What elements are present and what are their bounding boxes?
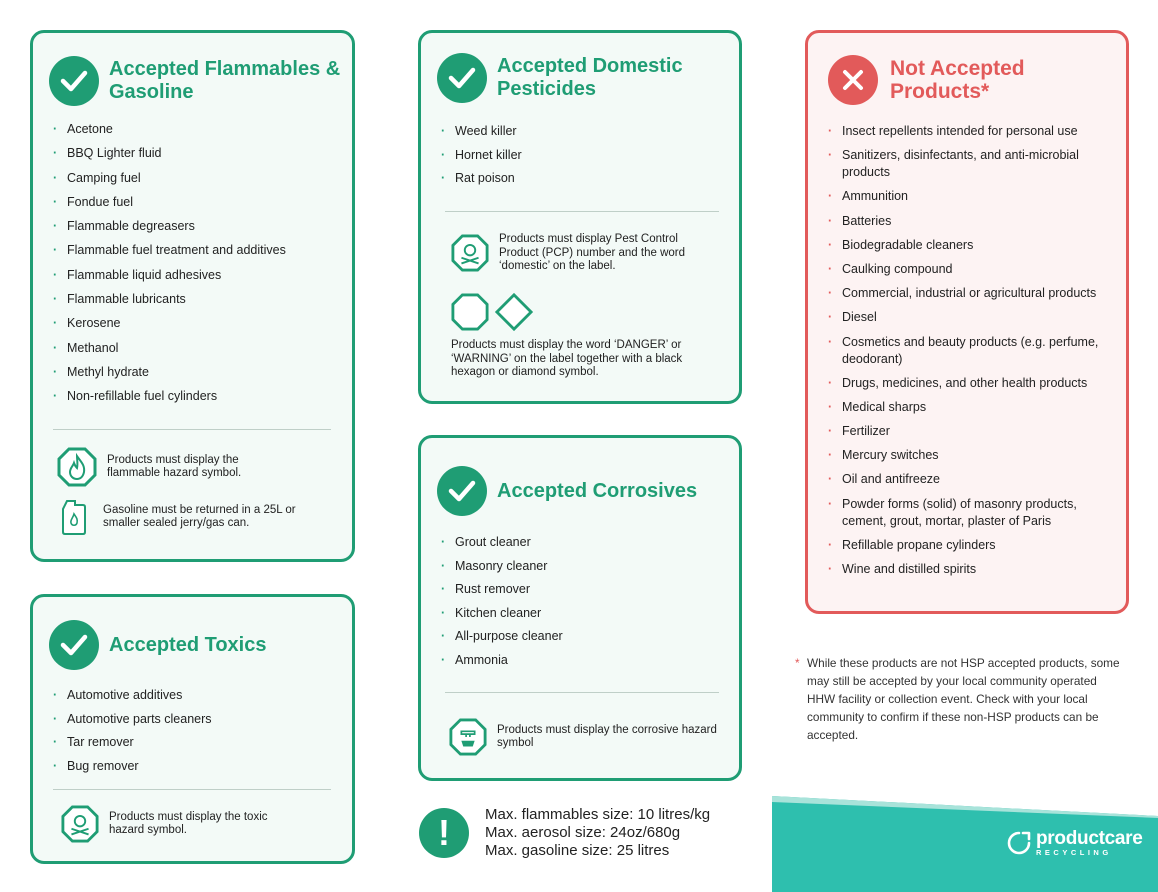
max-gasoline: Max. gasoline size: 25 litres: [485, 842, 670, 859]
danger-symbols: [451, 293, 533, 331]
toxics-list: [53, 687, 212, 781]
not-accepted-header: [828, 55, 1070, 105]
checkmark-icon: [437, 53, 487, 103]
pesticides-list: [441, 123, 522, 194]
divider: [445, 692, 719, 693]
not-accepted-title: Not Accepted Products*: [890, 57, 1025, 103]
corrosives-card: [418, 435, 742, 781]
max-sizes: [419, 806, 710, 860]
corrosives-title: Accepted Corrosives: [497, 479, 698, 502]
list-item: · Drugs, medicines, and other health products: [828, 375, 1118, 392]
list-item: · Commercial, industrial or agricultural products: [828, 285, 1118, 302]
list-item: · Flammable degreasers: [53, 218, 286, 235]
list-item: · Caulking compound: [828, 261, 1118, 278]
list-item: · Masonry cleaner: [441, 558, 563, 575]
exclamation-icon: !: [419, 808, 469, 858]
list-item: · Refillable propane cylinders: [828, 537, 1118, 554]
flammables-card: [30, 30, 355, 562]
list-item: · Medical sharps: [828, 399, 1118, 416]
corrosive-note-text: Products must display the corrosive hazard symbol: [497, 723, 717, 749]
pcp-note-text: Products must display Pest Control Product (PCP) number and the word ‘domestic’ on the label.: [499, 233, 686, 272]
list-item: · Grout cleaner: [441, 534, 563, 551]
list-item: · Sanitizers, disinfectants, and anti-microbial products: [828, 147, 1118, 181]
footnote-star: *: [795, 656, 800, 670]
pesticides-header: [437, 53, 717, 103]
corrosive-hazard-icon: [449, 718, 487, 756]
flammable-note-text: Products must display the flammable hazard symbol.: [107, 453, 242, 479]
list-item: · Kitchen cleaner: [441, 605, 563, 622]
x-circle-icon: [828, 55, 878, 105]
list-item: · All-purpose cleaner: [441, 628, 563, 645]
pesticide-hazard-icon: [451, 234, 489, 272]
toxics-title: Accepted Toxics: [109, 633, 267, 656]
pcp-note: [451, 233, 731, 274]
checkmark-icon: [49, 56, 99, 106]
list-item: · Automotive parts cleaners: [53, 711, 212, 728]
gasoline-note-text: Gasoline must be returned in a 25L or smaller sealed jerry/gas can.: [103, 503, 296, 529]
recycle-loop-icon: [1006, 830, 1032, 856]
gasoline-note: [61, 499, 341, 535]
list-item: · Powder forms (solid) of masonry products, cement, grout, mortar, plaster of Paris: [828, 496, 1118, 530]
brand-sub: RECYCLING: [1036, 848, 1112, 857]
list-item: · Wine and distilled spirits: [828, 561, 1118, 578]
max-aerosol: Max. aerosol size: 24oz/680g: [485, 824, 681, 841]
footnote: [795, 654, 1125, 744]
list-item: · Kerosene: [53, 315, 286, 332]
flammables-title: Accepted Flammables & Gasoline: [109, 58, 341, 103]
list-item: · Tar remover: [53, 734, 212, 751]
list-item: · Cosmetics and beauty products (e.g. perfume, deodorant): [828, 334, 1118, 368]
flammables-list: [53, 121, 286, 413]
list-item: · Flammable fuel treatment and additives: [53, 242, 286, 259]
list-item: · Methyl hydrate: [53, 364, 286, 381]
list-item: · Flammable lubricants: [53, 291, 286, 308]
footnote-text: While these products are not HSP accepted products, some may still be accepted by your local community operated HHW facility or collection event. Check with your local community to confirm if these non-HSP products can be accepted.: [807, 656, 1120, 742]
toxics-card: [30, 594, 355, 864]
list-item: · Methanol: [53, 340, 286, 357]
list-item: · Acetone: [53, 121, 286, 138]
list-item: · Batteries: [828, 213, 1118, 230]
toxic-note-text: Products must display the toxic hazard symbol.: [109, 810, 268, 836]
divider: [53, 789, 331, 790]
toxic-hazard-icon: [61, 805, 99, 843]
hexagon-icon: [451, 293, 489, 331]
diamond-icon: [495, 293, 533, 331]
list-item: · Flammable liquid adhesives: [53, 267, 286, 284]
not-accepted-list: [828, 123, 1118, 585]
list-item: · Mercury switches: [828, 447, 1118, 464]
list-item: · Bug remover: [53, 758, 212, 775]
list-item: · Ammonia: [441, 652, 563, 669]
list-item: · Rat poison: [441, 170, 522, 187]
toxics-header: [49, 620, 266, 670]
list-item: · Weed killer: [441, 123, 522, 140]
flammable-symbol-note: [57, 447, 337, 487]
list-item: · Fertilizer: [828, 423, 1118, 440]
list-item: · BBQ Lighter fluid: [53, 145, 286, 162]
max-sizes-lines: [485, 806, 710, 860]
divider: [53, 429, 331, 430]
checkmark-icon: [437, 466, 487, 516]
list-item: · Automotive additives: [53, 687, 212, 704]
corrosives-list: [441, 534, 563, 675]
list-item: · Diesel: [828, 309, 1118, 326]
list-item: · Ammunition: [828, 188, 1118, 205]
corrosives-header: [437, 466, 697, 516]
not-accepted-card: [805, 30, 1129, 614]
toxic-symbol-note: [61, 805, 341, 843]
pesticides-title: Accepted Domestic Pesticides: [497, 55, 683, 100]
danger-note-text: Products must display the word ‘DANGER’ or ‘WARNING’ on the label together with a black hexagon or diamond symbol.: [451, 339, 683, 378]
checkmark-icon: [49, 620, 99, 670]
flammable-hazard-icon: [57, 447, 97, 487]
list-item: · Fondue fuel: [53, 194, 286, 211]
list-item: · Biodegradable cleaners: [828, 237, 1118, 254]
pesticides-card: [418, 30, 742, 404]
flammables-header: [49, 56, 349, 106]
divider: [445, 211, 719, 212]
list-item: · Hornet killer: [441, 147, 522, 164]
list-item: · Rust remover: [441, 581, 563, 598]
list-item: · Non-refillable fuel cylinders: [53, 388, 286, 405]
list-item: · Insect repellents intended for personal use: [828, 123, 1118, 140]
jerry-can-icon: [61, 499, 87, 535]
list-item: · Oil and antifreeze: [828, 471, 1118, 488]
corrosive-symbol-note: [449, 718, 729, 756]
list-item: · Camping fuel: [53, 170, 286, 187]
productcare-logo: [1006, 828, 1143, 857]
max-flammables: Max. flammables size: 10 litres/kg: [485, 806, 711, 823]
brand-name: productcare: [1036, 828, 1143, 849]
